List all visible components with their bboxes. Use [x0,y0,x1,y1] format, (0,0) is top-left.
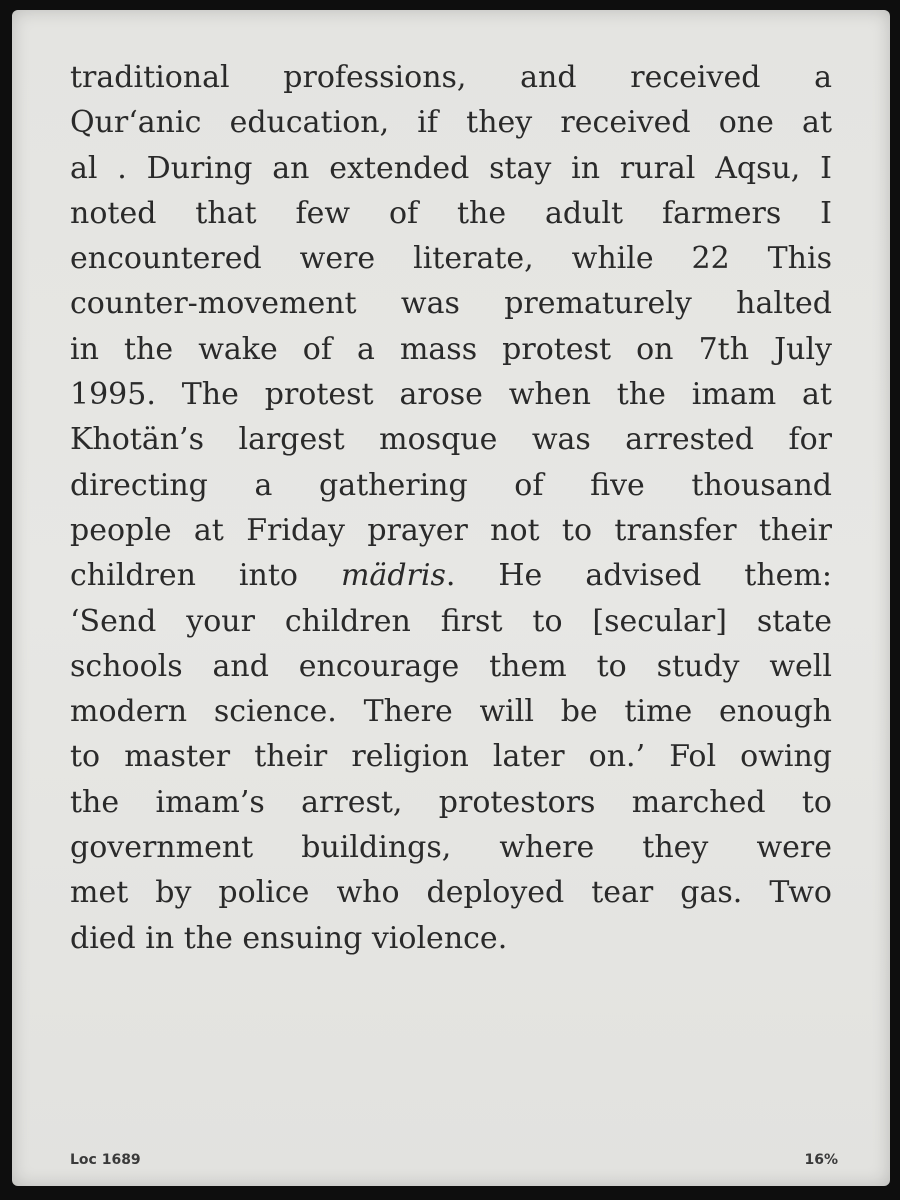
text-line: encountered were literate, while 22 This [70,241,832,277]
text-line: people at Friday prayer not to transfer their [70,512,832,548]
text-line: schools and encourage them to study well [70,648,832,684]
text-line: counter-movement was prematurely halted [70,286,832,322]
location-indicator: Loc 1689 [70,1152,141,1168]
text-line: Khotän’s largest mosque was arrested for [70,422,832,458]
text-line: al . During an extended stay in rural Aqsu, I [70,150,832,186]
text-line: government buildings, where they were [70,830,832,866]
text-line: the imam’s arrest, protestors marched to [70,784,832,820]
text-line: Qur‘anic education, if they received one at [70,105,832,141]
italic-term: mädris [340,558,446,594]
text-line: 1995. The protest arose when the imam at [70,377,832,413]
text-line: directing a gathering of five thousand [70,467,832,503]
text-line: died in the ensuing violence. [70,920,508,956]
text-fragment: children into [70,558,298,594]
text-line [70,553,832,598]
text-line: in the wake of a mass protest on 7th July [70,331,832,367]
text-line: traditional professions, and received a [70,60,832,95]
text-line: met by police who deployed tear gas. Two [70,875,832,911]
text-line: to master their religion later on.’ Fol owing [70,739,832,775]
progress-percent: 16% [804,1152,838,1168]
text-line: noted that few of the adult farmers I [70,195,832,231]
text-fragment: . He advised them: [445,558,832,594]
text-line: ‘Send your children first to [secular] state [70,603,832,639]
reading-status-bar [70,1152,838,1168]
ereader-screen[interactable] [12,10,890,1186]
book-page-text [70,55,832,961]
text-line: modern science. There will be time enough [70,694,832,730]
